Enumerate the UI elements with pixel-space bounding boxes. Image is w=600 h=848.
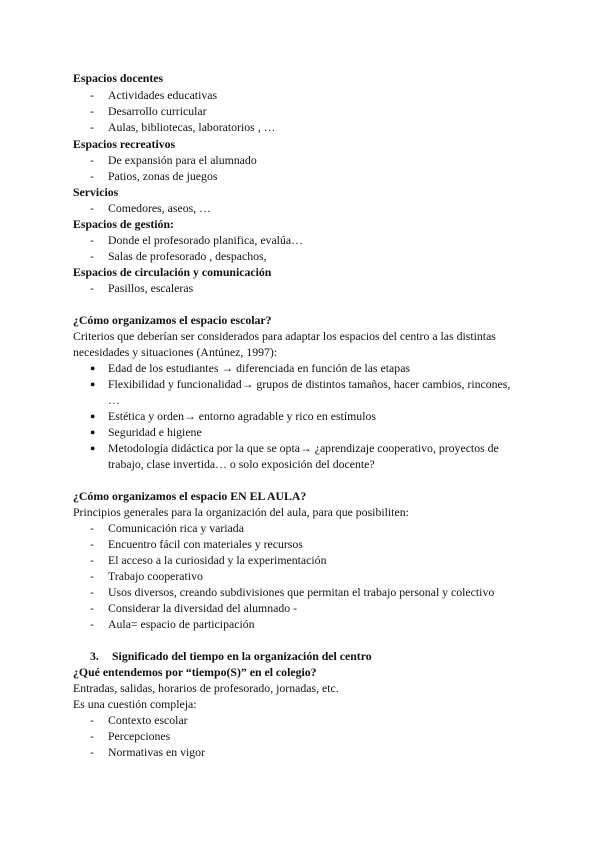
list-item: Encuentro fácil con materiales y recursos [108, 537, 303, 551]
dash-marker: - [90, 729, 94, 743]
heading-espacio-aula: ¿Cómo organizamos el espacio EN EL AULA? [73, 489, 307, 503]
bullet-item: Edad de los estudiantes → diferenciada en función de las etapas [108, 361, 411, 375]
paragraph-line: Entradas, salidas, horarios de profesorado, jornadas, etc. [73, 681, 339, 695]
heading-espacios-gestion: Espacios de gestión: [73, 217, 174, 231]
list-item: Aulas, bibliotecas, laboratorios , … [108, 120, 276, 134]
dash-marker: - [90, 249, 94, 263]
dash-marker: - [90, 104, 94, 118]
dash-marker: - [90, 537, 94, 551]
heading-servicios: Servicios [73, 185, 119, 199]
bullet-marker: ● [90, 363, 96, 373]
list-item: Actividades educativas [108, 88, 218, 102]
list-item: De expansión para el alumnado [108, 153, 257, 167]
dash-marker: - [90, 569, 94, 583]
bullet-item: Flexibilidad y funcionalidad→ grupos de distintos tamaños, hacer cambios, rincones, [108, 377, 511, 391]
list-item: Percepciones [108, 729, 171, 743]
paragraph-line: Criterios que deberían ser considerados para adaptar los espacios del centro a las distintas [73, 329, 496, 343]
dash-marker: - [90, 713, 94, 727]
dash-marker: - [90, 521, 94, 535]
list-item: Comedores, aseos, … [108, 201, 211, 215]
bullet-item-continuation: … [108, 393, 120, 407]
list-item: El acceso a la curiosidad y la experimentación [108, 553, 327, 567]
list-item: Trabajo cooperativo [108, 569, 203, 583]
dash-marker: - [90, 201, 94, 215]
list-item: Contexto escolar [108, 713, 188, 727]
bullet-marker: ● [90, 379, 96, 389]
bullet-marker: ● [90, 427, 96, 437]
list-item: Salas de profesorado , despachos, [108, 249, 267, 263]
bullet-item: Estética y orden→ entorno agradable y rico en estímulos [108, 409, 376, 423]
section-number: 3. [90, 649, 99, 663]
dash-marker: - [90, 233, 94, 247]
list-item: Usos diversos, creando subdivisiones que permitan el trabajo personal y colectivo [108, 585, 495, 599]
heading-espacios-docentes: Espacios docentes [73, 71, 164, 85]
bullet-marker: ● [90, 443, 96, 453]
dash-marker: - [90, 601, 94, 615]
dash-marker: - [90, 153, 94, 167]
dash-marker: - [90, 281, 94, 295]
list-item: Pasillos, escaleras [108, 281, 194, 295]
list-item: Patios, zonas de juegos [108, 169, 218, 183]
dash-marker: - [90, 745, 94, 759]
dash-marker: - [90, 169, 94, 183]
list-item: Considerar la diversidad del alumnado - [108, 601, 298, 615]
list-item: Comunicación rica y variada [108, 521, 244, 535]
paragraph-line: necesidades y situaciones (Antúnez, 1997): [73, 345, 278, 359]
heading-organizacion-espacio: ¿Cómo organizamos el espacio escolar? [73, 313, 272, 327]
list-item: Desarrollo curricular [108, 104, 207, 118]
dash-marker: - [90, 553, 94, 567]
dash-marker: - [90, 585, 94, 599]
bullet-marker: ● [90, 411, 96, 421]
bullet-item: Seguridad e higiene [108, 425, 202, 439]
list-item: Aula= espacio de participación [108, 617, 255, 631]
bullet-item-continuation: trabajo, clase invertida… o solo exposición del docente? [108, 457, 375, 471]
paragraph-line: Principios generales para la organización del aula, para que posibiliten: [73, 505, 409, 519]
dash-marker: - [90, 617, 94, 631]
paragraph-line: Es una cuestión compleja: [73, 697, 197, 711]
heading-espacios-circulacion: Espacios de circulación y comunicación [73, 265, 272, 279]
dash-marker: - [90, 88, 94, 102]
dash-marker: - [90, 120, 94, 134]
list-item: Normativas en vigor [108, 745, 205, 759]
heading-significado-tiempo: Significado del tiempo en la organización del centro [112, 649, 372, 663]
bullet-item: Metodología didáctica por la que se opta→ ¿aprendizaje cooperativo, proyectos de [108, 441, 499, 455]
heading-tiempo-question: ¿Qué entendemos por “tiempo(S)” en el colegio? [73, 665, 317, 679]
heading-espacios-recreativos: Espacios recreativos [73, 137, 176, 151]
list-item: Donde el profesorado planifica, evalúa… [108, 233, 303, 247]
